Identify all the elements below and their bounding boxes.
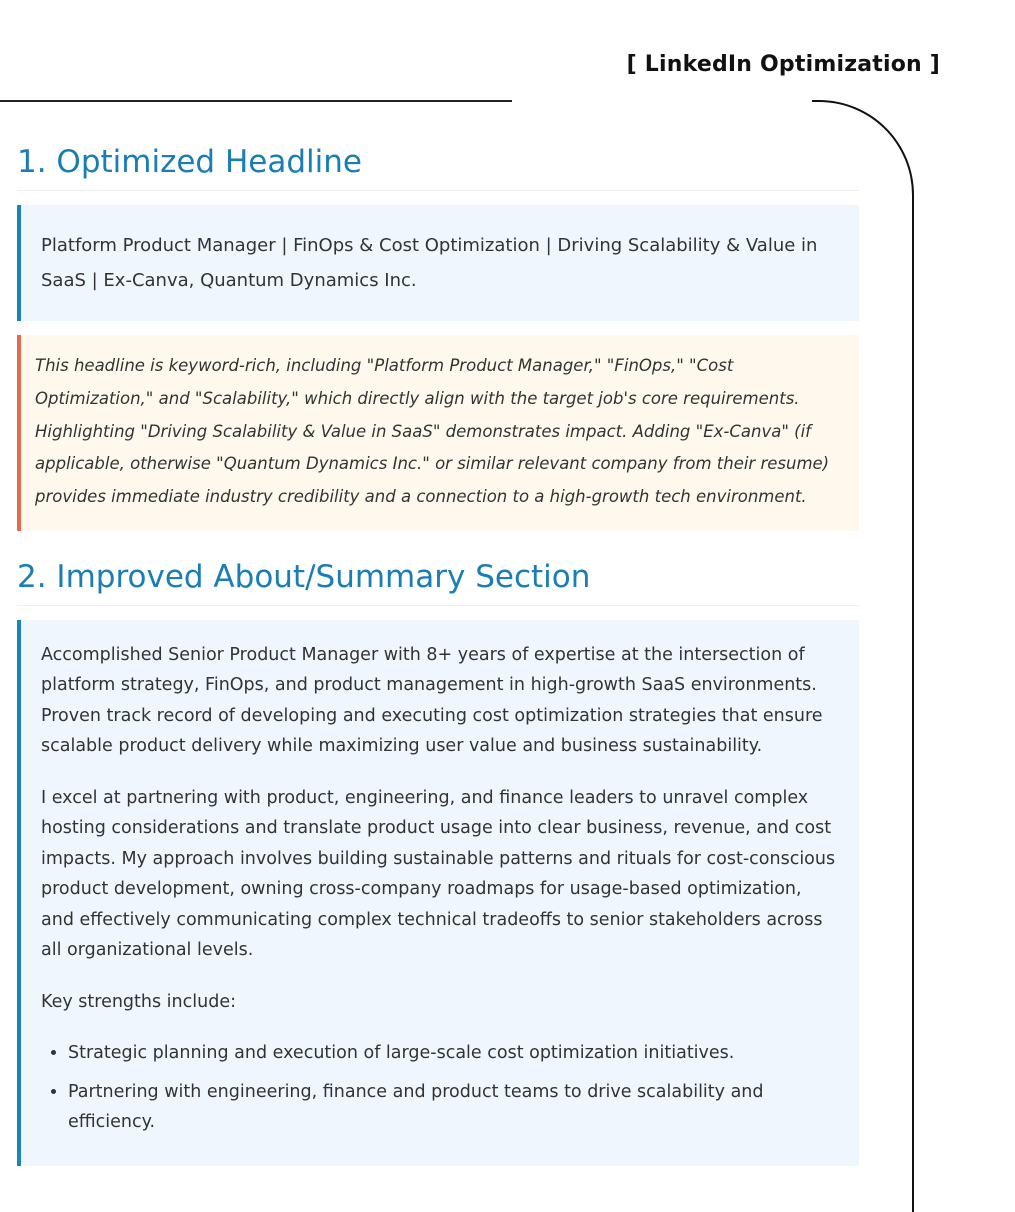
list-item: • Strategic planning and execution of large-scale cost optimization initiatives. bbox=[68, 1038, 839, 1069]
section-title-headline: 1. Optimized Headline bbox=[17, 140, 859, 191]
rationale-text: This headline is keyword-rich, including "Platform Product Manager," "FinOps," "Cost Optimization," and "Scalability," which directly align with the target job's core requirements. Highlighting "Driving Scalability & Value in SaaS" demonstrates impact. Adding "Ex-Canva" (if applicable, otherwise "Quantum Dynamics Inc." or similar relevant company from their resume) provides immediate industry credibility and a connection to a high-growth tech environment. bbox=[35, 356, 830, 507]
about-paragraph: I excel at partnering with product, engineering, and finance leaders to unravel complex hosting considerations and translate product usage into clear business, revenue, and cost impacts. My approach involves building sustainable patterns and rituals for cost-conscious product development, owning cross-company roadmaps for usage-based optimization, and effectively communicating complex technical tradeoffs to senior stakeholders across all organizational levels. bbox=[41, 787, 836, 961]
section-title-about: 2. Improved About/Summary Section bbox=[17, 555, 859, 606]
headline-box bbox=[17, 205, 859, 321]
about-paragraph: Accomplished Senior Product Manager with 8+ years of expertise at the intersection of platform strategy, FinOps, and product management in high-growth SaaS environments. Proven track record of developing and executing cost optimization strategies that ensure scalable product delivery while maximizing user value and business sustainability. bbox=[41, 644, 823, 757]
headline-rationale-note bbox=[17, 335, 859, 531]
strengths-list bbox=[41, 1038, 839, 1138]
about-box bbox=[17, 620, 859, 1166]
page-label: [ LinkedIn Optimization ] bbox=[626, 52, 940, 77]
headline-text: Platform Product Manager | FinOps & Cost Optimization | Driving Scalability & Value in SaaS | Ex-Canva, Quantum Dynamics Inc. bbox=[41, 235, 818, 291]
list-item: • Partnering with engineering, finance and product teams to drive scalability and efficiency. bbox=[68, 1077, 839, 1138]
key-strengths-label: Key strengths include: bbox=[41, 991, 236, 1012]
main-content bbox=[17, 140, 859, 1133]
divider-line bbox=[0, 100, 512, 102]
